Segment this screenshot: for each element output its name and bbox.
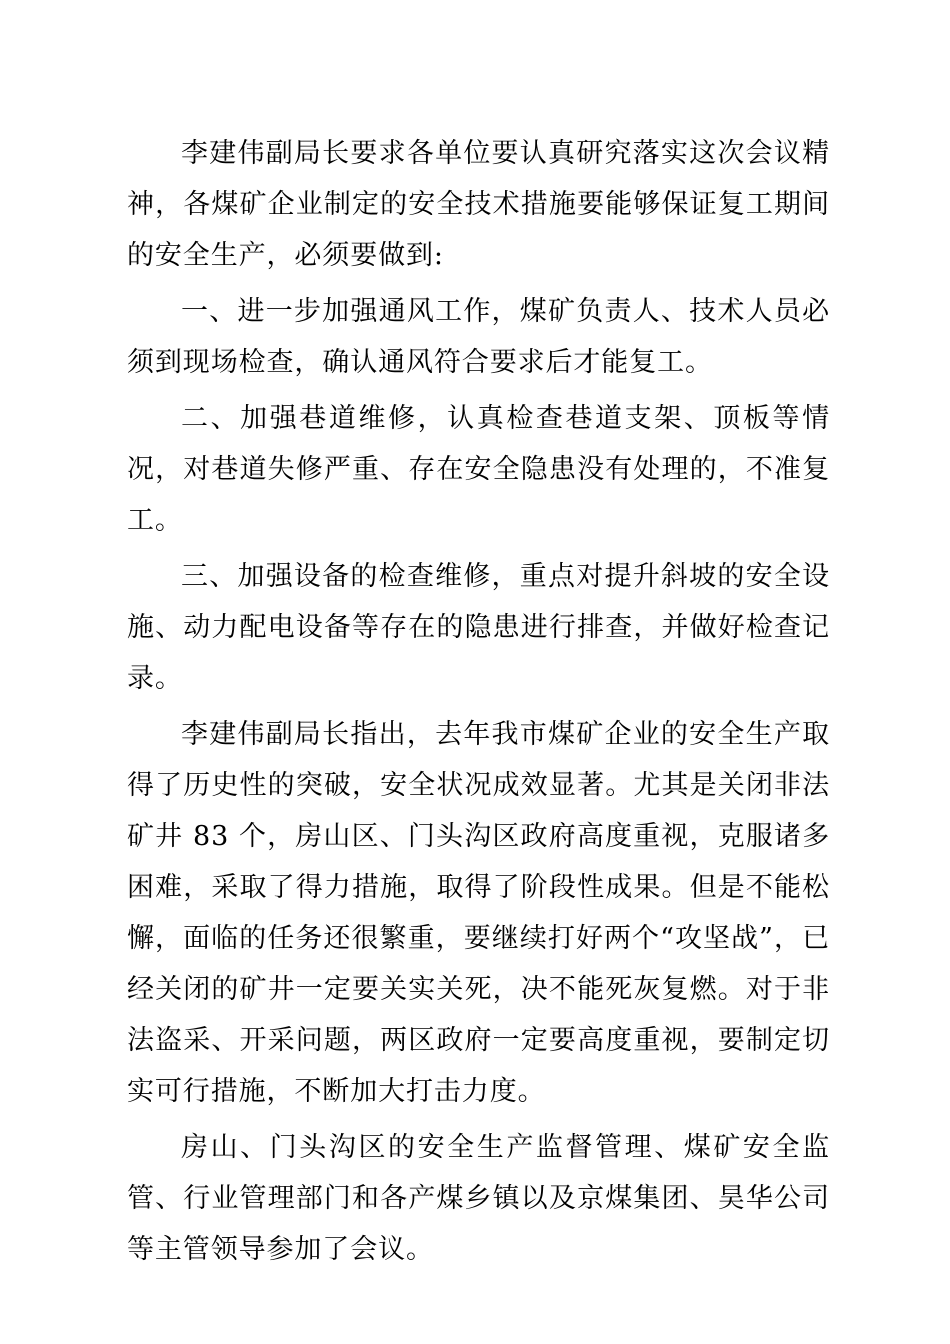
paragraph-item-roadway: 二、加强巷道维修，认真检查巷道支架、顶板等情况，对巷道失修严重、存在安全隐患没有处理的，不准复工。 [127,403,830,536]
paragraph-item-ventilation: 一、进一步加强通风工作，煤矿负责人、技术人员必须到现场检查，确认通风符合要求后才能复工。 [127,296,830,378]
paragraph-attendees: 房山、门头沟区的安全生产监督管理、煤矿安全监管、行业管理部门和各产煤乡镇以及京煤集团、昊华公司等主管领导参加了会议。 [127,1132,830,1265]
document-body [127,128,830,1275]
paragraph-remarks: 李建伟副局长指出，去年我市煤矿企业的安全生产取得了历史性的突破，安全状况成效显著。尤其是关闭非法矿井 83 个，房山区、门头沟区政府高度重视，克服诸多困难，采取了得力措施，取得了阶段性成果。但是不能松懈，面临的任务还很繁重，要继续打好两个“攻坚战”，已经关闭的矿井一定要关实关死，决不能死灰复燃。对于非法盗采、开采问题，两区政府一定要高度重视，要制定切实可行措施，不断加大打击力度。 [127,719,830,1107]
paragraph-requirements-intro: 李建伟副局长要求各单位要认真研究落实这次会议精神，各煤矿企业制定的安全技术措施要能够保证复工期间的安全生产，必须要做到: [127,138,830,271]
paragraph-item-equipment: 三、加强设备的检查维修，重点对提升斜坡的安全设施、动力配电设备等存在的隐患进行排查，并做好检查记录。 [127,561,830,694]
